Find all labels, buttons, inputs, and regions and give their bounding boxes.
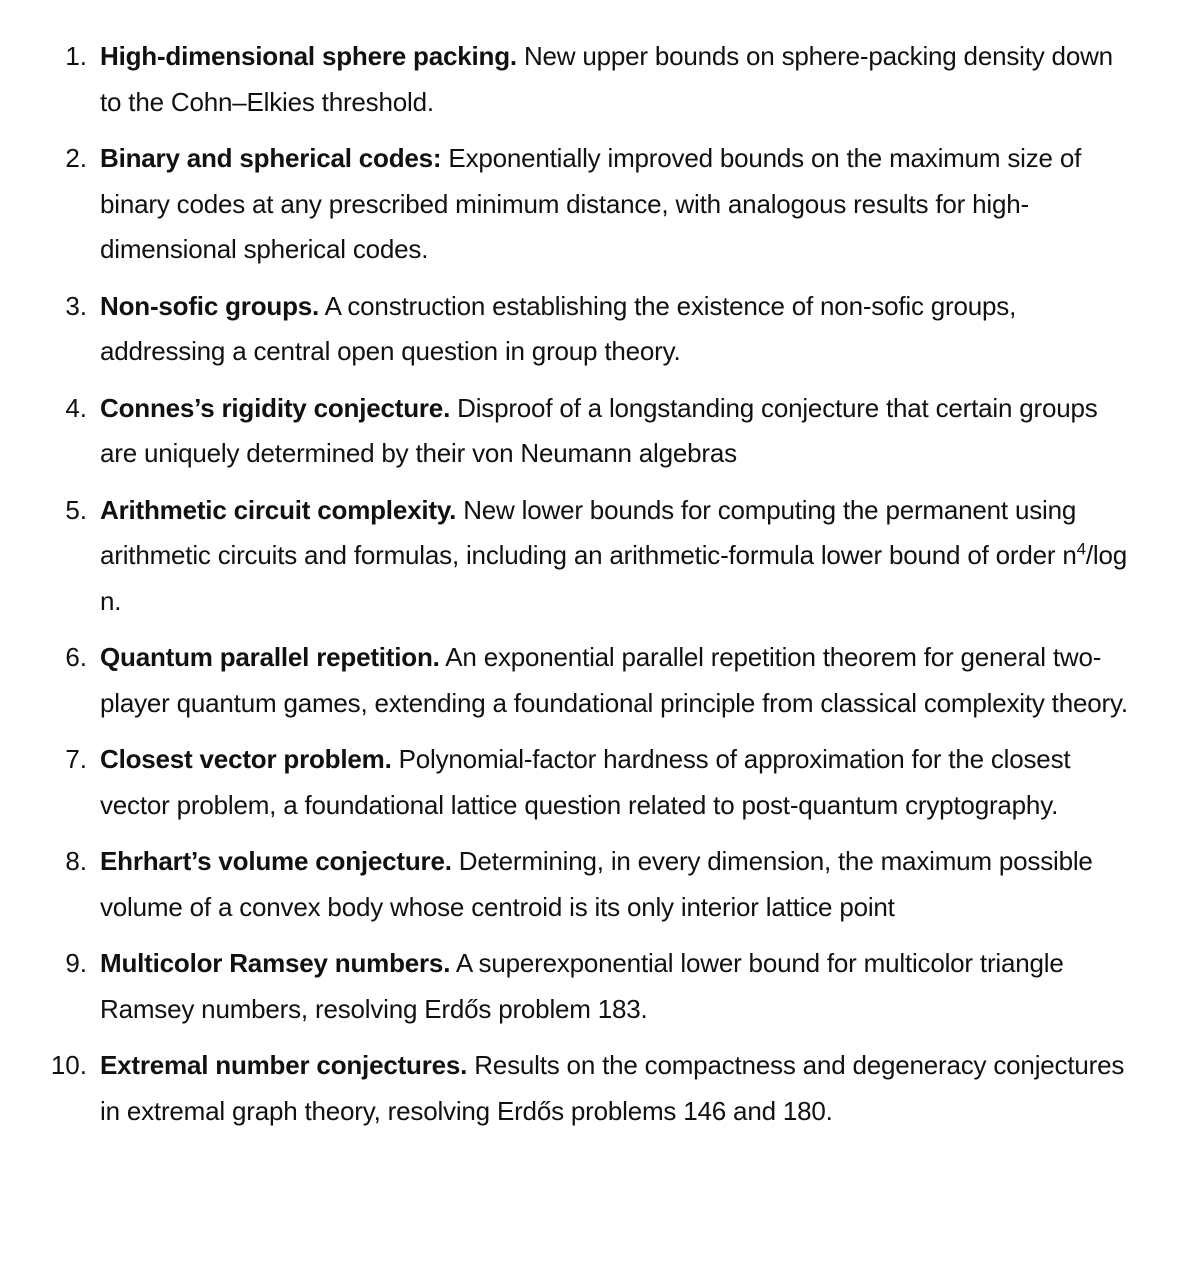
list-item	[0, 941, 1140, 1032]
results-list	[0, 34, 1140, 1134]
item-term: Closest vector problem.	[100, 744, 392, 774]
item-term: Non-sofic groups.	[100, 290, 320, 321]
item-body	[100, 386, 1140, 477]
item-body	[100, 839, 1140, 930]
item-body	[100, 136, 1140, 273]
item-text-after: /log n.	[100, 540, 1128, 616]
item-text: Exponentially improved bounds on the maximum size of binary codes at any prescribed minimum distance, with analogous results for high-dimensional spherical codes.	[100, 143, 1082, 264]
item-body	[100, 34, 1140, 125]
item-text: A construction establishing the existence of non-sofic groups, addressing a central open question in group theory.	[100, 290, 1017, 366]
item-body	[100, 1043, 1140, 1134]
item-text: An exponential parallel repetition theorem for general two-player quantum games, extending a foundational principle from classical complexity theory.	[100, 642, 1128, 718]
list-item	[0, 386, 1140, 477]
item-text: New upper bounds on sphere-packing density down to the Cohn–Elkies threshold.	[100, 41, 1113, 117]
item-term: Binary and spherical codes:	[100, 143, 442, 173]
item-number: 9.	[65, 948, 87, 978]
item-body	[100, 941, 1140, 1032]
item-term: Ehrhart’s volume conjecture.	[100, 846, 452, 876]
item-text: Polynomial-factor hardness of approximation for the closest vector problem, a foundational lattice question related to post-quantum cryptography.	[100, 744, 1071, 820]
item-number: 1.	[65, 41, 87, 71]
list-item	[0, 635, 1140, 726]
item-text: A superexponential lower bound for multicolor triangle Ramsey numbers, resolving Erdős problem 183.	[100, 948, 1064, 1024]
item-body	[100, 488, 1140, 625]
item-term: Connes’s rigidity conjecture.	[100, 392, 451, 423]
item-number: 2.	[65, 143, 87, 173]
list-item	[0, 136, 1140, 273]
item-text: New lower bounds for computing the permanent using arithmetic circuits and formulas, including an arithmetic-formula lower bound of order n	[100, 494, 1077, 570]
list-item	[0, 284, 1140, 375]
item-number: 3.	[65, 290, 87, 321]
item-number: 7.	[65, 744, 87, 774]
item-body	[100, 284, 1140, 375]
list-item	[0, 737, 1140, 828]
list-item	[0, 839, 1140, 930]
item-text: Determining, in every dimension, the maximum possible volume of a convex body whose centroid is its only interior lattice point	[100, 846, 1093, 922]
list-item	[0, 1043, 1140, 1134]
item-term: High-dimensional sphere packing.	[100, 41, 517, 71]
item-text: Disproof of a longstanding conjecture that certain groups are uniquely determined by their von Neumann algebras	[100, 392, 1098, 468]
item-superscript: 4	[1076, 539, 1086, 559]
list-item	[0, 488, 1140, 625]
item-number: 10.	[50, 1050, 87, 1080]
item-number: 6.	[65, 642, 87, 672]
item-term: Multicolor Ramsey numbers.	[100, 948, 451, 978]
item-body	[100, 635, 1140, 726]
item-body	[100, 737, 1140, 828]
list-item	[0, 34, 1140, 125]
item-number: 5.	[65, 494, 87, 525]
item-term: Quantum parallel repetition.	[100, 642, 440, 672]
item-text: Results on the compactness and degeneracy conjectures in extremal graph theory, resolving Erdős problems 146 and 180.	[100, 1050, 1125, 1126]
item-number: 4.	[65, 392, 87, 423]
item-number: 8.	[65, 846, 87, 876]
item-term: Arithmetic circuit complexity.	[100, 494, 457, 525]
item-term: Extremal number conjectures.	[100, 1050, 468, 1080]
